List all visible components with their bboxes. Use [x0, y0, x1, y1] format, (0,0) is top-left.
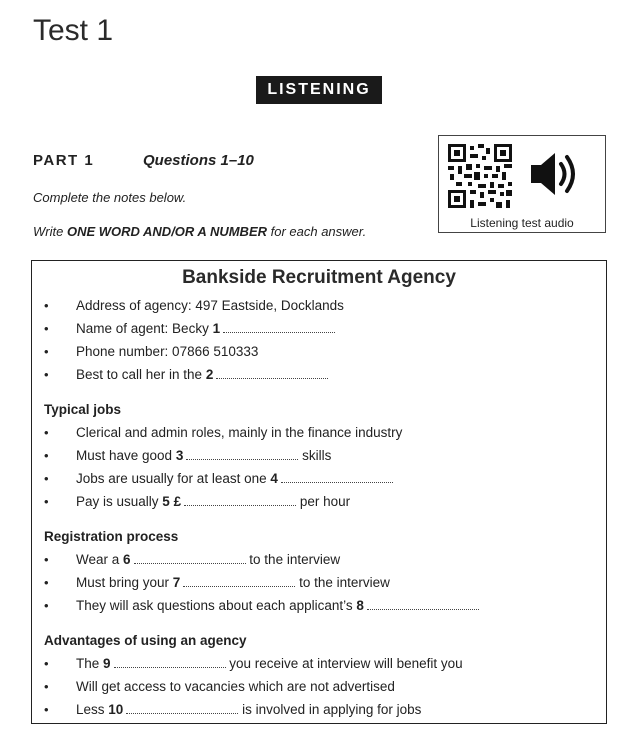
answer-blank-5[interactable] [184, 495, 296, 506]
answer-blank-8[interactable] [367, 599, 479, 610]
instruction-write-prefix: Write [33, 224, 67, 239]
answer-blank-4[interactable] [281, 472, 393, 483]
instruction-complete: Complete the notes below. [33, 190, 187, 205]
section-heading: Registration process [44, 529, 179, 544]
section-heading: Typical jobs [44, 402, 122, 417]
audio-box[interactable] [438, 135, 606, 233]
questions-label: Questions 1–10 [143, 152, 254, 169]
answer-blank-9[interactable] [114, 657, 226, 668]
instruction-write-suffix: for each answer. [267, 224, 367, 239]
test-title: Test 1 [33, 14, 114, 47]
audio-caption: Listening test audio [470, 216, 574, 230]
listening-badge: LISTENING [256, 76, 382, 104]
instruction-write [33, 224, 366, 239]
answer-blank-7[interactable] [183, 576, 295, 587]
speaker-icon[interactable] [527, 148, 583, 200]
notes-title: Bankside Recruitment Agency [182, 267, 456, 288]
answer-blank-6[interactable] [134, 553, 246, 564]
part-label: PART 1 [33, 152, 95, 169]
qr-code-icon[interactable] [448, 144, 512, 208]
answer-blank-1[interactable] [223, 322, 335, 333]
notes-box: Bankside Recruitment Agency • Address of agency: 497 Eastside, Docklands • Name of agent: Becky 1 • Phone number: 07866 510333 • Best to call her in the 2 Typical jobs • Clerical and admin roles, mainly in the finance industry • Must have good 3 skills • Jobs are usually for at least one 4 • Pay is usually 5 £ per hour Registration process • Wear a 6 to the interview • Must bring your 7 to the interview • They will ask questions about each applicant’s 8 Advantages of using an agency • The 9 you receive at interview will benefit you • Will get access to vacancies which are not advertised • Less 10 is involved in applying for jobs [31, 260, 607, 724]
answer-blank-2[interactable] [216, 368, 328, 379]
answer-blank-10[interactable] [126, 703, 238, 714]
section-heading: Advantages of using an agency [44, 633, 247, 648]
instruction-write-bold: ONE WORD AND/OR A NUMBER [66, 224, 267, 239]
answer-blank-3[interactable] [186, 449, 298, 460]
